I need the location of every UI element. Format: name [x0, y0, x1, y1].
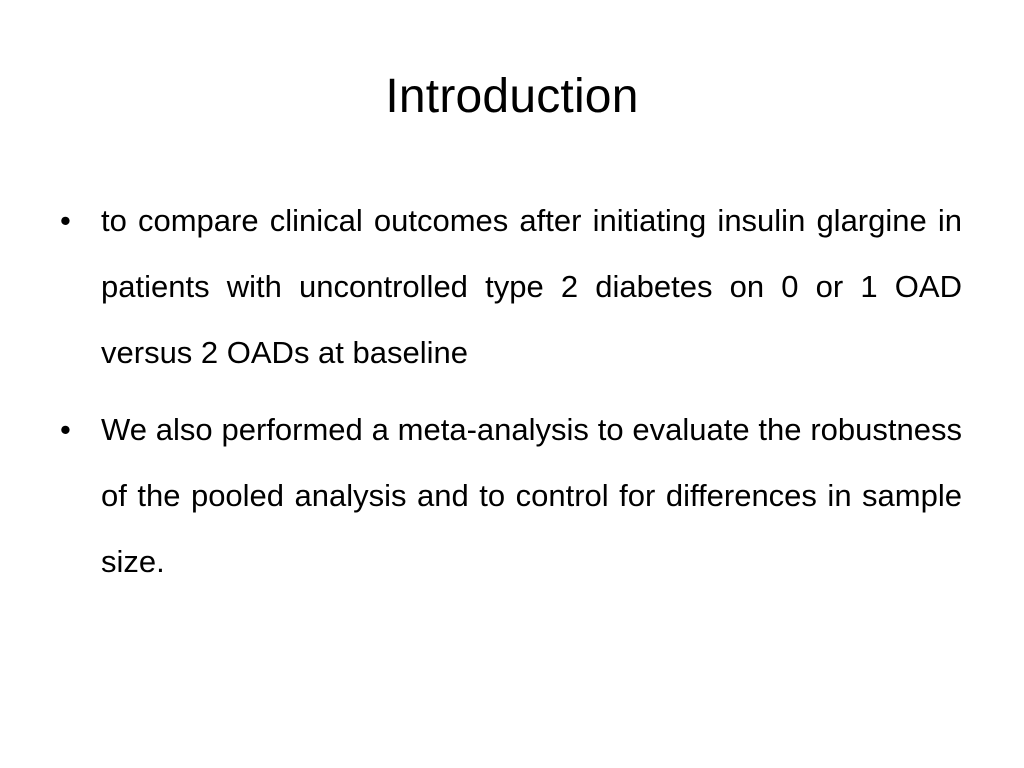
- bullet-text-2: We also performed a meta-analysis to evaluate the robustness of the pooled analysis and to control for differences in sample size.: [101, 412, 962, 579]
- bullet-list: [60, 188, 962, 606]
- bullet-item-1: [60, 188, 962, 386]
- bullet-text-1: to compare clinical outcomes after initiating insulin glargine in patients with uncontrolled type 2 diabetes on 0 or 1 OAD versus 2 OADs at baseline: [101, 203, 962, 370]
- bullet-marker-icon: •: [60, 412, 71, 447]
- slide-title: Introduction: [385, 70, 639, 123]
- bullet-item-2: [60, 397, 962, 595]
- bullet-marker-icon: •: [60, 203, 71, 238]
